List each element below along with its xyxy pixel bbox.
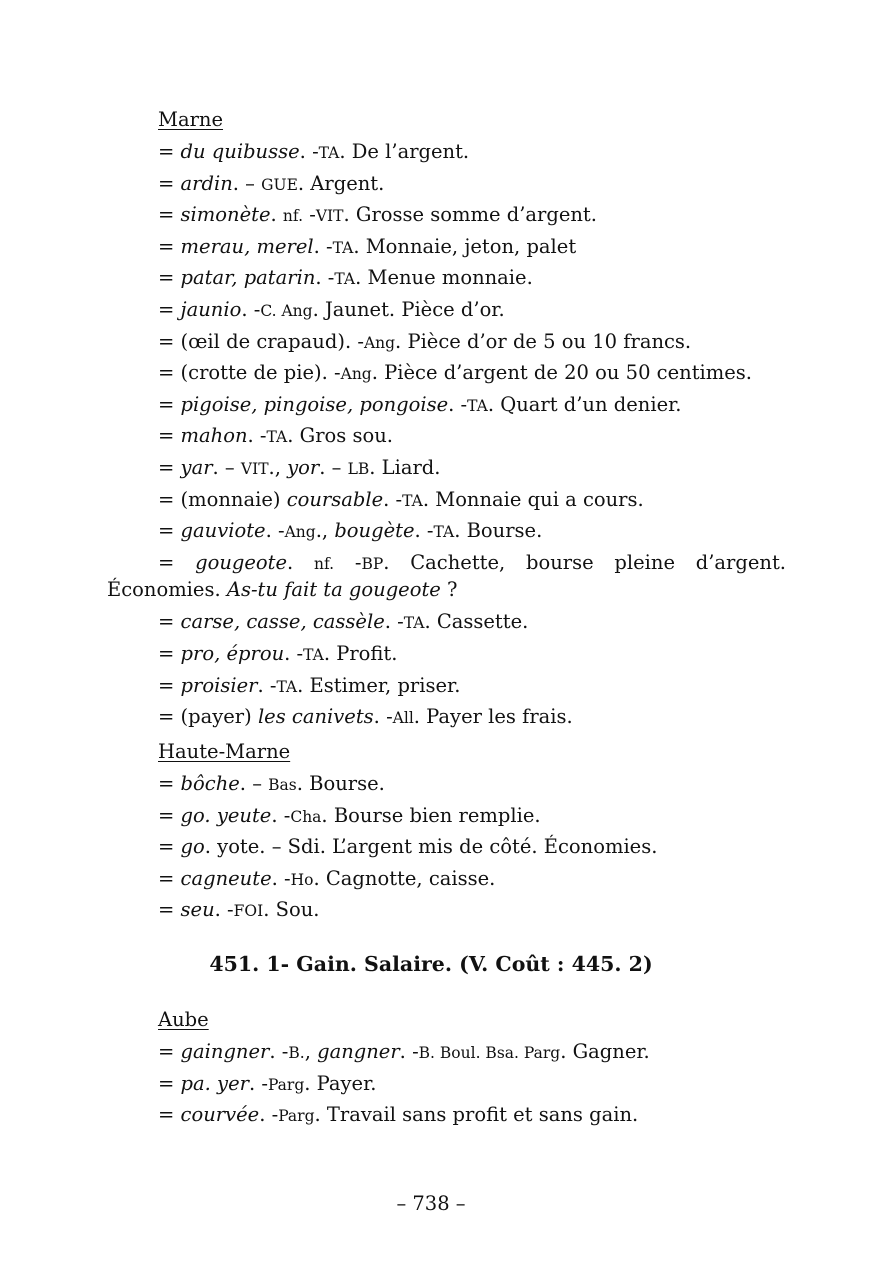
entry-line (158, 772, 786, 797)
headword: pigoise, pingoise, pongoise (180, 392, 449, 416)
entry-text: = (158, 171, 181, 195)
headword: As-tu fait ta gougeote (226, 577, 441, 601)
source-abbrev: TA (276, 677, 298, 696)
entry-text: ? (440, 577, 458, 601)
entry-text: . Pièce d’argent de 20 ou 50 centimes. (371, 361, 753, 385)
entry-text: . Profit. (323, 641, 398, 665)
entry-text: = (158, 424, 181, 448)
entry-text: . – (232, 171, 262, 195)
entry-text: . - (414, 519, 434, 543)
entry-text: . Grosse somme d’argent. (343, 203, 597, 227)
source-abbrev: TA (403, 614, 425, 633)
entry-line (158, 330, 786, 355)
headword: go (180, 835, 205, 859)
source-abbrev: FOI (233, 902, 264, 921)
headword: courvée (180, 1103, 260, 1127)
entry-text: ., (315, 519, 335, 543)
page-number: – 738 – (396, 1192, 466, 1215)
entry-text: - (334, 550, 362, 574)
entry-text: . - (265, 519, 285, 543)
entry-text: . yote. – Sdi. L’argent mis de côté. Économies. (204, 835, 658, 859)
source-abbrev: Cha (290, 807, 322, 826)
entry-text: . - (315, 266, 335, 290)
entry-text: . - (313, 234, 333, 258)
entry-line (158, 674, 786, 699)
entry-text: . Monnaie qui a cours. (422, 487, 644, 511)
entry-line (158, 488, 786, 513)
entry-text: - (303, 203, 316, 227)
entry-line (158, 898, 786, 923)
entry-line (158, 361, 786, 386)
source-abbrev: TA (266, 428, 288, 447)
entry-text: = (158, 610, 181, 634)
entry-text: = (158, 641, 181, 665)
entry-text: . - (257, 673, 277, 697)
entry-line (158, 551, 786, 576)
entry-line (158, 642, 786, 667)
headword: ardin (180, 171, 233, 195)
headword: du quibusse (180, 140, 300, 163)
entry-text: . Bourse bien remplie. (321, 803, 541, 827)
source-abbrev: TA (332, 238, 354, 257)
headword: seu (180, 898, 215, 922)
source-abbrev: TA (303, 645, 324, 664)
source-abbrev: VIT (315, 207, 344, 226)
entry-text: . (287, 550, 314, 574)
entry-text: . - (373, 705, 393, 729)
headword: merau, merel (180, 234, 314, 258)
source-abbrev: B. (288, 1044, 305, 1062)
entry-text: ., (268, 456, 288, 479)
source-abbrev: Parg (267, 1075, 305, 1094)
source-abbrev: B. Boul. Bsa. Parg (418, 1044, 561, 1062)
entry-text: . Cagnotte, caisse. (313, 866, 496, 890)
entry-text: Économies. (107, 577, 227, 601)
entry-text: = (158, 803, 181, 827)
entry-line (158, 867, 786, 892)
entry-text: . Jaunet. Pièce d’or. (312, 298, 505, 321)
entry-text: = (158, 1103, 181, 1127)
source-abbrev: VIT (240, 460, 269, 478)
entry-text: = (158, 266, 181, 290)
entry-line (158, 140, 786, 165)
entry-text: = (158, 456, 181, 479)
entry-text: . Bourse. (454, 519, 543, 543)
entry-line (158, 266, 786, 291)
entry-line (158, 519, 786, 544)
entry-text: . Sou. (263, 898, 320, 922)
entry-text: . - (383, 487, 403, 511)
entry-text: = (payer) (158, 705, 258, 729)
entry-text: . - (448, 392, 468, 416)
entry-text: . Payer. (304, 1071, 377, 1095)
entry-text: . - (384, 610, 404, 634)
entry-text: . Travail sans profit et sans gain. (314, 1103, 639, 1127)
entry-text: = (monnaie) (158, 487, 287, 511)
headword: patar, patarin (180, 266, 316, 290)
source-abbrev: GUE (261, 175, 298, 194)
entry-text: . – (319, 456, 348, 479)
entry-line (158, 235, 786, 260)
entry-text: = (œil de crapaud). - (158, 329, 364, 353)
headword: jaunio (180, 298, 242, 321)
source-abbrev: TA (318, 144, 340, 162)
entry-line (158, 1103, 786, 1128)
entry-text: . - (241, 298, 261, 321)
entry-text: . Estimer, priser. (297, 673, 461, 697)
source-abbrev: Ang (284, 523, 316, 542)
entry-text: . - (247, 424, 267, 448)
headword: gangner (317, 1040, 400, 1063)
entry-line (158, 393, 786, 418)
entry-text: . - (399, 1040, 419, 1063)
source-abbrev: BP (361, 554, 384, 573)
entry-text: . - (299, 140, 319, 163)
headword: cagneute (180, 866, 272, 890)
entry-text: = (158, 866, 181, 890)
entry-text: = (158, 673, 181, 697)
entry-text: . Menue monnaie. (355, 266, 533, 290)
source-abbrev: LB (347, 460, 370, 478)
entry-text: = (158, 1071, 181, 1095)
entry-line (107, 578, 786, 602)
source-abbrev: C. Ang (260, 302, 313, 320)
region-heading-marne: Marne (158, 108, 224, 131)
entry-text: . Monnaie, jeton, palet (353, 234, 577, 258)
headword: mahon (180, 424, 248, 448)
entry-text: = (158, 392, 181, 416)
headword: bougète (334, 519, 415, 543)
entry-text: = (158, 898, 181, 922)
entry-text: . - (284, 641, 304, 665)
source-abbrev: Bas (268, 776, 297, 794)
entry-line (158, 456, 786, 481)
headword: yar (180, 456, 213, 479)
entry-text: . Liard. (369, 456, 441, 479)
entry-line (158, 424, 786, 449)
region-heading-haute-marne: Haute-Marne (158, 740, 291, 763)
entry-line (158, 298, 786, 323)
headword: yor (287, 456, 320, 479)
entry-text: . Payer les frais. (413, 705, 573, 729)
headword: proisier (180, 673, 258, 697)
headword: go. yeute (180, 803, 272, 827)
headword: bôche (180, 772, 240, 795)
entry-line (158, 1040, 786, 1065)
headword: les canivets (257, 705, 374, 729)
entry-text: . Pièce d’or de 5 ou 10 francs. (395, 329, 692, 353)
source-abbrev: Ang (340, 365, 372, 384)
entry-text: . De l’argent. (339, 140, 470, 163)
headword: gaingner (180, 1040, 270, 1063)
entry-text: = (158, 835, 181, 859)
entry-text: . - (271, 866, 291, 890)
entry-text: . Bourse. (296, 772, 385, 795)
headword: carse, casse, cassèle (180, 610, 385, 634)
entry-line (158, 610, 786, 635)
headword: gauviote (180, 519, 266, 543)
source-abbrev: nf. (314, 554, 335, 573)
entry-line (158, 705, 786, 730)
entry-text: = (crotte de pie). - (158, 361, 341, 385)
source-abbrev: Parg (278, 1107, 315, 1126)
entry-text: . - (214, 898, 234, 922)
entry-line (158, 835, 786, 859)
entry-text: = (158, 140, 181, 163)
region-heading-aube: Aube (158, 1008, 209, 1031)
section-heading: 451. 1- Gain. Salaire. (V. Coût : 445. 2) (209, 952, 653, 976)
entry-text: = (158, 772, 181, 795)
source-abbrev: All (392, 709, 414, 728)
source-abbrev: TA (402, 491, 423, 510)
source-abbrev: nf. (282, 207, 304, 226)
headword: gougeote (195, 550, 288, 574)
source-abbrev: TA (433, 523, 455, 542)
headword: pro, éprou (180, 641, 285, 665)
entry-text: . Cassette. (424, 610, 529, 634)
source-abbrev: Ho (290, 870, 314, 889)
entry-text: = (158, 1040, 181, 1063)
entry-text: . - (248, 1071, 268, 1095)
entry-text: . - (259, 1103, 279, 1127)
entry-text: . – (239, 772, 269, 795)
source-abbrev: TA (334, 270, 356, 289)
entry-text: . - (269, 1040, 289, 1063)
headword: pa. yer (180, 1071, 249, 1095)
entry-text: . – (212, 456, 241, 479)
entry-line (158, 172, 786, 197)
entry-text: = (158, 519, 181, 543)
entry-text: . Gros sou. (287, 424, 393, 448)
entry-text: . Argent. (297, 171, 385, 195)
entry-line (158, 203, 786, 228)
entry-line (158, 804, 786, 829)
entry-text: = (158, 234, 181, 258)
source-abbrev: Ang (363, 333, 396, 352)
entry-text: . (270, 203, 283, 227)
entry-text: , (304, 1040, 318, 1063)
headword: simonète (180, 203, 271, 227)
source-abbrev: TA (467, 396, 488, 415)
entry-text: . - (271, 803, 291, 827)
entry-text: . Quart d’un denier. (487, 392, 682, 416)
entry-text: = (158, 298, 181, 321)
entry-text: . Gagner. (560, 1040, 650, 1063)
headword: coursable (286, 487, 384, 511)
entry-line (158, 1072, 786, 1097)
entry-text: . Cachette, bourse pleine d’argent. (383, 550, 786, 574)
entry-text: = (158, 550, 196, 574)
entry-text: = (158, 203, 181, 227)
